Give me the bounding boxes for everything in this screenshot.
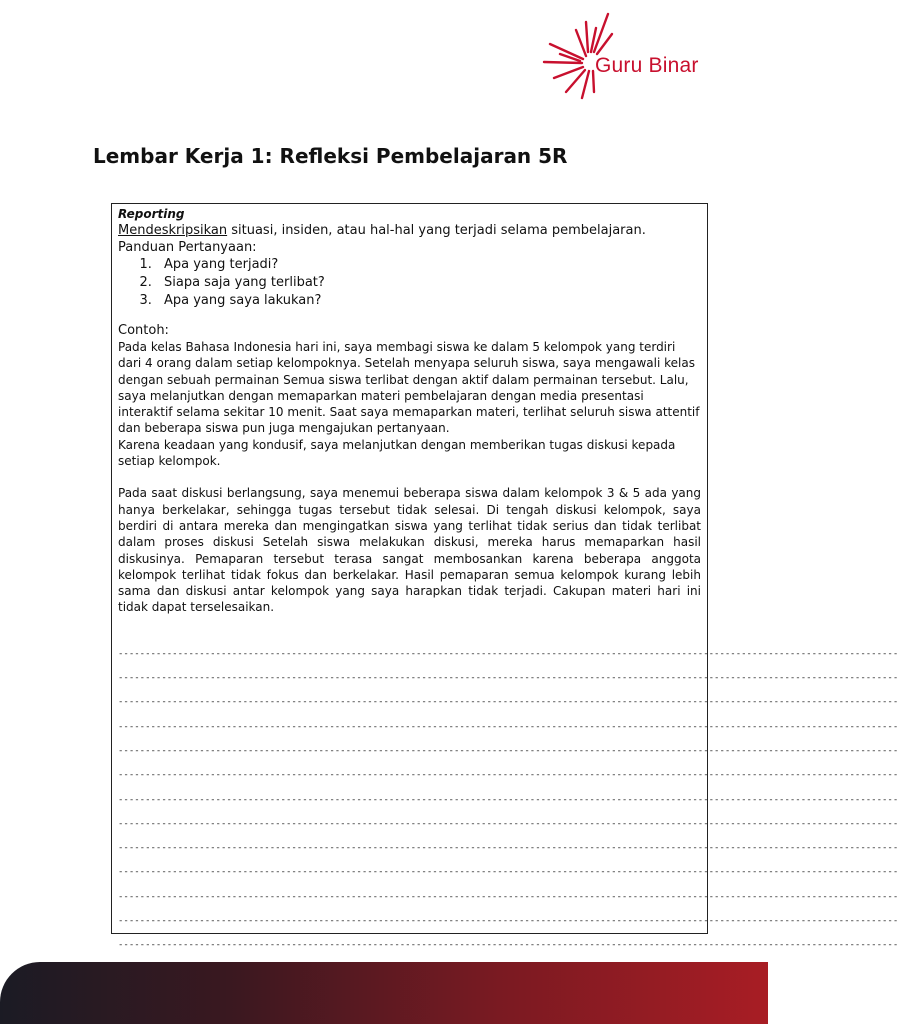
question-item: 3. Apa yang saya lakukan? xyxy=(156,292,701,310)
answer-line[interactable]: ------------------------------------------------------------------------------------------------------------------------------------------------ xyxy=(118,867,898,878)
description-line xyxy=(118,222,701,239)
description-keyword: Mendeskripsikan xyxy=(118,223,228,238)
example-label: Contoh: xyxy=(118,323,169,338)
answer-line[interactable]: ------------------------------------------------------------------------------------------------------------------------------------------------ xyxy=(118,940,898,951)
answer-line[interactable]: ------------------------------------------------------------------------------------------------------------------------------------------------ xyxy=(118,916,898,927)
answer-lines[interactable] xyxy=(118,642,898,958)
section-heading: Reporting xyxy=(118,207,185,221)
answer-line[interactable]: ------------------------------------------------------------------------------------------------------------------------------------------------ xyxy=(118,794,898,805)
answer-line[interactable]: ------------------------------------------------------------------------------------------------------------------------------------------------ xyxy=(118,745,898,756)
example-paragraph-3: Pada saat diskusi berlangsung, saya menemui beberapa siswa dalam kelompok 3 & 5 ada yang hanya berkelakar, sehingga tugas tersebut tidak selesai. Di tengah diskusi kelompok, saya berdiri di antara mereka dan mengingatkan siswa yang terlihat tidak serius dan tidak terlibat dalam proses diskusi Setelah siswa melakukan diskusi, mereka harus memaparkan hasil diskusinya. Pemaparan tersebut terasa sangat membosankan karena beberapa anggota kelompok terlihat tidak fokus dan berkelakar. Hasil pemaparan semua kelompok kurang lebih sama dan diskusi antar kelompok yang saya harapkan tidak terjadi. Cakupan materi hari ini tidak dapat terselesaikan. xyxy=(118,486,701,615)
answer-line[interactable]: ------------------------------------------------------------------------------------------------------------------------------------------------ xyxy=(118,770,898,781)
answer-line[interactable]: ------------------------------------------------------------------------------------------------------------------------------------------------ xyxy=(118,697,898,708)
question-item: 1. Apa yang terjadi? xyxy=(156,256,701,274)
answer-line[interactable]: ------------------------------------------------------------------------------------------------------------------------------------------------ xyxy=(118,891,898,902)
description-text: situasi, insiden, atau hal-hal yang terjadi selama pembelajaran. xyxy=(227,223,646,238)
answer-line[interactable]: ------------------------------------------------------------------------------------------------------------------------------------------------ xyxy=(118,721,898,732)
logo-text: Guru Binar xyxy=(595,54,699,77)
answer-line[interactable]: ------------------------------------------------------------------------------------------------------------------------------------------------ xyxy=(118,818,898,829)
page-title: Lembar Kerja 1: Refleksi Pembelajaran 5R xyxy=(93,144,568,168)
example-paragraph-1: Pada kelas Bahasa Indonesia hari ini, saya membagi siswa ke dalam 5 kelompok yang terdiri dari 4 orang dalam setiap kelompoknya. Setelah menyapa seluruh siswa, saya mengawali kelas dengan sebuah permainan Semua siswa terlibat dengan aktif dalam permainan tersebut. Lalu, saya melanjutkan dengan memaparkan materi pembelajaran dengan media presentasi interaktif selama sekitar 10 menit. Saat saya memaparkan materi, terlihat seluruh siswa attentif dan beberapa siswa pun juga mengajukan pertanyaan. xyxy=(118,340,700,436)
worksheet-box xyxy=(111,203,898,951)
question-item: 2. Siapa saja yang terlibat? xyxy=(156,274,701,292)
example-paragraph-2: Karena keadaan yang kondusif, saya melanjutkan dengan memberikan tugas diskusi kepada setiap kelompok. xyxy=(118,437,676,469)
answer-line[interactable]: ------------------------------------------------------------------------------------------------------------------------------------------------ xyxy=(118,843,898,854)
question-list xyxy=(118,256,701,310)
answer-line[interactable]: ------------------------------------------------------------------------------------------------------------------------------------------------ xyxy=(118,648,898,659)
footer-band xyxy=(0,962,768,1024)
guide-label: Panduan Pertanyaan: xyxy=(118,240,257,255)
answer-line[interactable]: ------------------------------------------------------------------------------------------------------------------------------------------------ xyxy=(118,673,898,684)
